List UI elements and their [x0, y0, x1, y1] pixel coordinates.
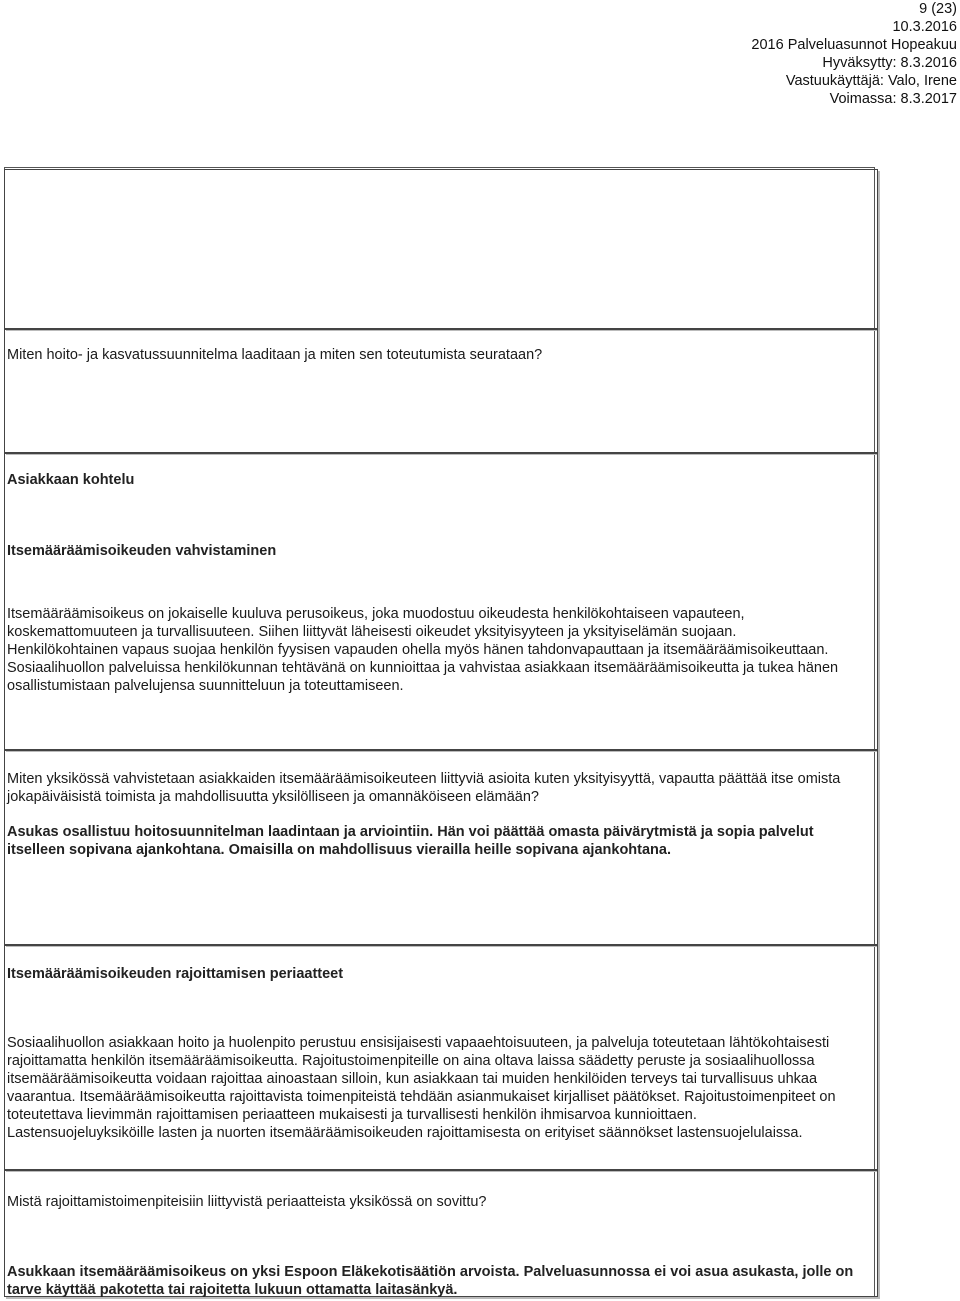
self-determination-paragraph: Sosiaalihuollon palveluissa henkilökunnan tehtävänä on kunnioittaa ja vahvistaa asiakkaan itsemääräämisoikeutta ja tukea hänen osallistumistaan palvelujensa suunnitteluun ja toteuttamiseen. — [7, 660, 839, 694]
unit-question: Miten yksikössä vahvistetaan asiakkaiden itsemääräämisoikeuteen liittyviä asioita kuten yksityisyyttä, vapautta päättää itse omista jokapäiväisistä toimista ja mahdollisuutta yksilölliseen ja omannäköiseen elämään? — [7, 771, 841, 805]
page-number: 9 (23) — [919, 1, 957, 17]
agreed-answer: Asukkaan itsemääräämisoikeus on yksi Espoon Eläkekotisäätiön arvoista. Palveluasunnossa ei voi asua asukasta, jolle on tarve käyttää pakotetta tai rajoitetta lukuun ottamatta laitasänkyä. — [7, 1264, 854, 1298]
document-title: 2016 Palveluasunnot Hopeakuu — [751, 37, 957, 53]
self-determination-heading: Itsemääräämisoikeuden vahvistaminen — [7, 543, 277, 559]
customer-treatment-heading: Asiakkaan kohtelu — [7, 472, 135, 488]
restriction-paragraph: Sosiaalihuollon asiakkaan hoito ja huolenpito perustuu ensisijaisesti vapaaehtoisuuteen, ja palveluja toteutetaan lähtökohtaisesti rajoittamatta henkilön itsemääräämisoikeutta. Rajoitustoimenpiteille on aina oltava laissa säädetty peruste ja sosiaalihuollossa itsemääräämisoikeutta voidaan rajoittaa ainoastaan silloin, kun asiakkaan tai muiden henkilöiden terveys tai turvallisuus uhkaa vaarantua. Itsemääräämisoikeutta rajoittavista toimenpiteistä tehdään asianmukaiset kirjalliset päätökset. Rajoitustoimenpiteet on toteutettava lievimmän rajoittamisen periaatteen mukaisesti ja turvallisesti henkilön ihmisarvoa kunnioittaen. — [7, 1035, 836, 1123]
care-plan-question: Miten hoito- ja kasvatussuunnitelma laaditaan ja miten sen toteutumista seurataan? — [7, 347, 543, 363]
self-determination-box — [4, 453, 878, 750]
restriction-text — [7, 1034, 873, 1142]
self-determination-paragraph: Henkilökohtainen vapaus suojaa henkilön fyysisen vapauden ohella myös hänen tahdonvapauttaan ja itsemääräämisoikeuttaan. — [7, 642, 829, 658]
document-header — [751, 0, 957, 108]
responsible-user: Vastuukäyttäjä: Valo, Irene — [785, 73, 957, 89]
restriction-heading: Itsemääräämisoikeuden rajoittamisen periaatteet — [7, 966, 344, 982]
unit-answer: Asukas osallistuu hoitosuunnitelman laadintaan ja arviointiin. Hän voi päättää omasta päivärytmistä ja sopia palvelut itselleen sopivana ajankohtana. Omaisilla on mahdollisuus vierailla heille sopivana ajankohtana. — [7, 824, 814, 858]
self-determination-text — [7, 605, 873, 695]
valid-until: Voimassa: 8.3.2017 — [829, 91, 957, 107]
restriction-paragraph: Lastensuojeluyksiköille lasten ja nuorten itsemääräämisoikeuden rajoittamisesta on erityiset säännökset lastensuojelulaissa. — [7, 1125, 803, 1141]
approved-date: Hyväksytty: 8.3.2016 — [822, 55, 957, 71]
agreed-question: Mistä rajoittamistoimenpiteisiin liittyvistä periaatteista yksikössä on sovittu? — [7, 1194, 487, 1210]
self-determination-paragraph: Itsemääräämisoikeus on jokaiselle kuuluva perusoikeus, joka muodostuu oikeudesta henkilökohtaiseen vapauteen, koskemattomuuteen ja turvallisuuteen. Siihen liittyvät läheisesti oikeudet yksityisyyteen ja yksityiselämän suojaan. — [7, 606, 745, 640]
empty-answer-box — [4, 169, 878, 329]
document-date: 10.3.2016 — [892, 19, 957, 35]
